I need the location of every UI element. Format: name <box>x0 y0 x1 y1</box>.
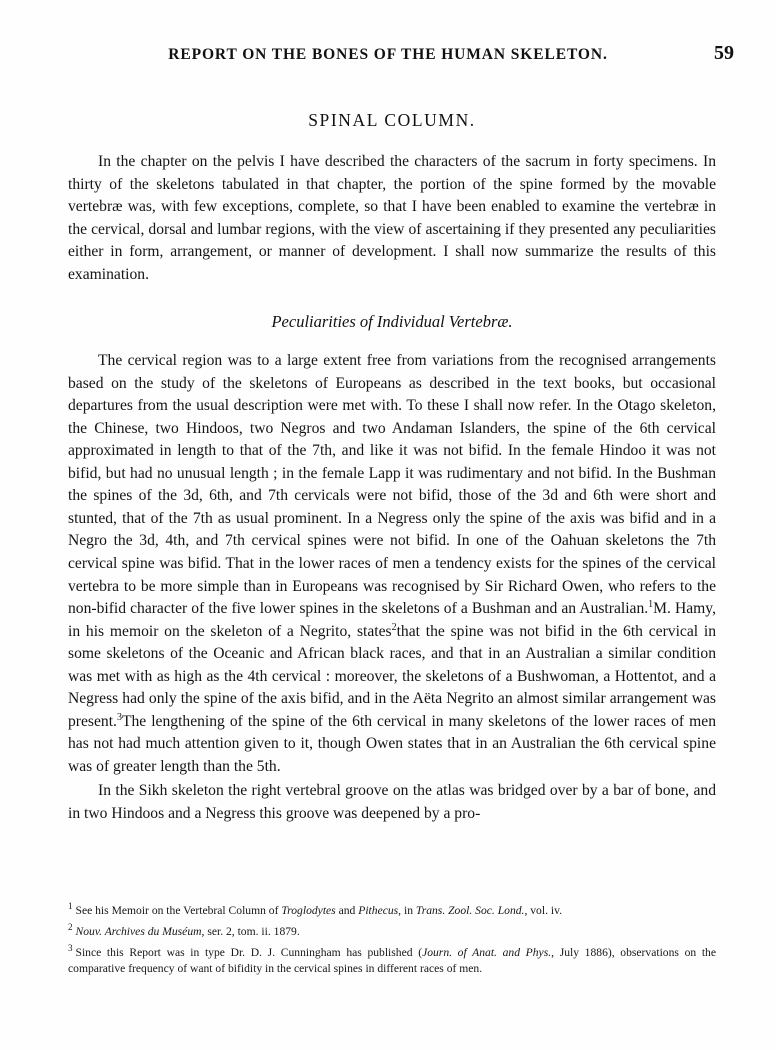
footnote-1-part-5: Trans. Zool. Soc. Lond. <box>415 903 525 917</box>
footnote-3-mark: 3 <box>68 942 73 953</box>
footnotes-block <box>68 900 716 979</box>
footnote-2-mark: 2 <box>68 921 73 932</box>
paragraph-1: In the chapter on the pelvis I have described the characters of the sacrum in forty specimens. In thirty of the skeletons tabulated in that chapter, the portion of the spine formed by the movable vertebræ was, with few exceptions, complete, so that I have been enabled to examine the vertebræ in the cervical, dorsal and lumbar regions, with the view of ascertaining if they presented any peculiarities either in form, arrangement, or manner of development. I shall now summarize the results of this examination. <box>68 153 716 283</box>
subsection-title: Peculiarities of Individual Vertebræ. <box>271 312 513 332</box>
footnote-1-part-1: Troglodytes <box>281 903 336 917</box>
footnote-3 <box>68 942 716 977</box>
footnote-1-part-6: , vol. iv. <box>524 903 563 917</box>
footnote-1-part-0: See his Memoir on the Vertebral Column of <box>75 903 282 917</box>
paragraph-2-text-d: The lengthening of the spine of the 6th cervical in many skeletons of the lower races of men has not had much attention given to it, though Owen states that in an Australian the 6th cervical spine was of greater length than the 5th. <box>68 712 716 775</box>
paragraph-2-text-c: that the spine was not bifid in the 6th cervical in some skeletons of the Oceanic and African black races, and that in an Australian a similar condition was met with as high as the 4th cervical : moreover, the skeletons of a Bushwoman, a Hottentot, and a Negress had only the spine of the axis bifid, and in the Aëta Negrito an almost similar arrangement was present. <box>68 622 716 730</box>
page-body <box>68 110 716 825</box>
footnote-1 <box>68 900 716 919</box>
running-head <box>0 46 776 64</box>
paragraph-2-text-b: M. Hamy, in his memoir on the skeleton of a Negrito, states <box>68 600 716 640</box>
footnote-2-part-1: Nouv. Archives du Muséum <box>75 924 202 938</box>
footnote-ref-1: 1 <box>648 598 654 610</box>
paragraph-2-text-a: The cervical region was to a large extent free from variations from the recognised arrangements based on the study of the skeletons of Europeans as described in the text books, but occasional departures from the usual description were met with. To these I shall now refer. In the Otago skeleton, the Chinese, two Hindoos, two Negros and two Andaman Islanders, the spine of the 6th cervical approximated in length to that of the 7th, and like it was not bifid. In the female Hindoo it was not bifid, but had no unusual length ; in the female Lapp it was rudimentary and not bifid. In the Bushman the spines of the 3d, 6th, and 7th cervicals were not bifid, those of the 3d and 6th were short and stunted, that of the 7th as usual prominent. In a Negress only the spine of the axis was bifid and in a Negro the 3d, 4th, and 7th cervical spines were not bifid. In one of the Oahuan skeletons the 7th cervical spine was bifid. That in the lower races of men a tendency exists for the spines of the cervical vertebra to be more simple than in Europeans was recognised by Sir Richard Owen, who refers to the non-bifid character of the five lower spines in the skeletons of a Bushman and an Australian. <box>68 352 716 618</box>
running-head-text: REPORT ON THE BONES OF THE HUMAN SKELETON. <box>168 46 608 63</box>
paragraph-2 <box>68 350 716 778</box>
section-title: SPINAL COLUMN. <box>308 110 476 130</box>
footnote-3-part-2: , July 1886), observations on the comparative frequency of want of bifidity in the cervical spines in different races of men. <box>68 945 716 975</box>
footnote-2-part-2: , ser. 2, tom. ii. 1879. <box>201 924 300 938</box>
footnote-1-part-4: , in <box>398 903 416 917</box>
footnote-2 <box>68 921 716 940</box>
footnote-3-part-0: Since this Report was in type Dr. D. J. Cunningham has published ( <box>75 945 423 959</box>
footnote-ref-2: 2 <box>391 621 397 633</box>
footnote-1-mark: 1 <box>68 901 73 911</box>
paragraph-3: In the Sikh skeleton the right vertebral groove on the atlas was bridged over by a bar of bone, and in two Hindoos and a Negress this groove was deepened by a pro- <box>68 782 716 822</box>
footnote-1-part-3: Pithecus <box>358 903 399 917</box>
footnote-ref-3: 3 <box>116 711 122 723</box>
footnote-1-part-2: and <box>335 903 359 917</box>
footnote-3-part-1: Journ. of Anat. and Phys. <box>422 945 552 959</box>
page-number: 59 <box>714 42 734 64</box>
